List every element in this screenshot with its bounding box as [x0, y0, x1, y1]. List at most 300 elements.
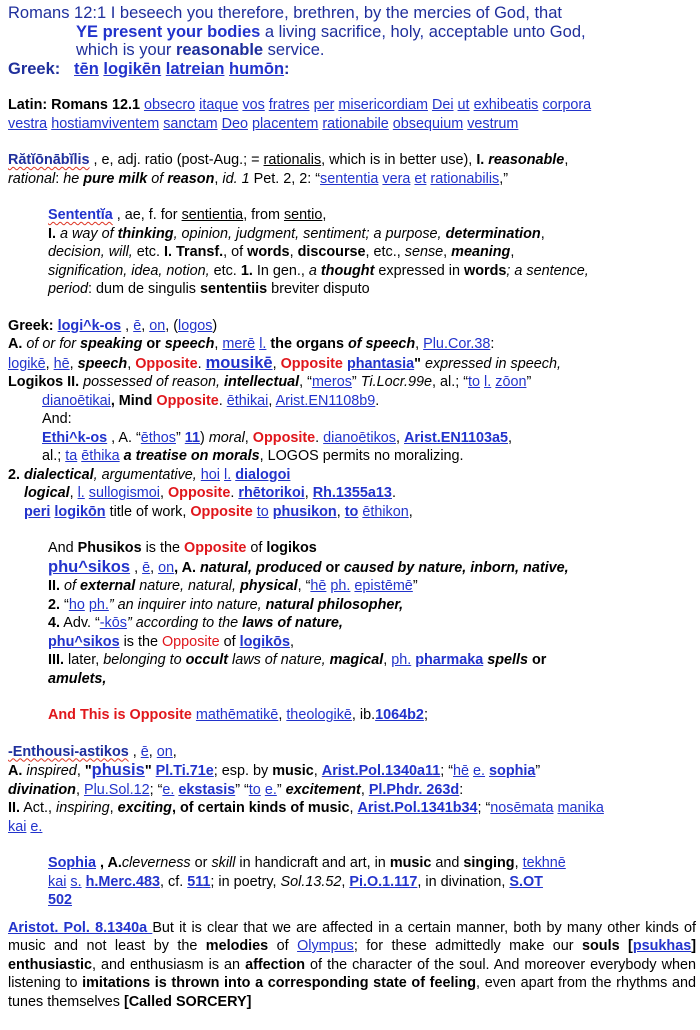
reference-link[interactable]: Arist.Pol.1340a11: [321, 763, 441, 779]
entry-text: , LOGOS permits no moralizing.: [259, 448, 464, 464]
entry-text: sense: [404, 244, 444, 260]
word-link[interactable]: hē: [310, 578, 327, 594]
sententia-entry: [8, 206, 696, 299]
verse-text: a living sacrifice, holy, acceptable unto God,: [260, 22, 586, 41]
opposite-label: Opposite: [167, 485, 231, 501]
word-link[interactable]: e.: [30, 818, 43, 835]
entry-text: ,: [69, 355, 78, 372]
entry-text: or: [190, 855, 212, 871]
entry-text: ; “: [440, 763, 453, 779]
latin-word-link[interactable]: vestrum: [467, 115, 519, 132]
word-link[interactable]: l.: [484, 374, 492, 390]
headword-link[interactable]: Sophia: [48, 855, 96, 871]
reference-link[interactable]: Plu.Sol.12: [83, 781, 150, 798]
word-link[interactable]: ēthos: [140, 429, 176, 446]
word-link[interactable]: l.: [259, 336, 267, 352]
entry-text: signification, idea, notion,: [48, 262, 210, 279]
entry-keyword: speaking: [80, 336, 143, 352]
entry-text: of: [147, 170, 164, 187]
entry-text: moral: [208, 429, 245, 446]
entry-text: ,: [69, 485, 78, 501]
latin-word-link[interactable]: placentem: [251, 115, 319, 132]
sophia-entry: [8, 854, 696, 910]
entry-text: ,: [415, 336, 424, 352]
entry-text: ”: [412, 578, 418, 594]
word-link[interactable]: tekhnē: [522, 855, 566, 871]
word-link[interactable]: ph.: [330, 578, 351, 594]
word-link[interactable]: ph.: [391, 652, 412, 668]
opposite-line: [8, 706, 696, 725]
word-link[interactable]: phusis: [91, 761, 145, 779]
entry-text: ,: [214, 170, 223, 187]
quote-keyword: souls [: [582, 938, 633, 954]
opposite-label: Opposite: [252, 429, 316, 446]
word-link[interactable]: e.: [162, 781, 175, 798]
entry-keyword: thinking: [117, 225, 174, 242]
latin-word-link[interactable]: rationabile: [322, 115, 389, 132]
entry-text: ,: [150, 559, 159, 576]
entry-text: ,: [383, 652, 392, 668]
entry-text: ,: [278, 707, 287, 723]
entry-keyword: laws of nature,: [242, 615, 343, 631]
latin-word-link[interactable]: itaque: [199, 97, 239, 113]
latin-word-link[interactable]: sanctam: [163, 115, 218, 132]
entry-text: ,: [159, 485, 168, 501]
entry-text: ,: [336, 503, 345, 520]
word-link[interactable]: Olympus: [297, 938, 354, 954]
word-link[interactable]: meros: [311, 374, 352, 390]
word-link[interactable]: mousikē: [205, 353, 273, 372]
entry-text: ,: [121, 317, 134, 334]
word-link[interactable]: hē: [453, 763, 470, 779]
word-link[interactable]: ēthikai: [226, 392, 269, 409]
entry-text: ” an inquirer into nature,: [108, 596, 266, 613]
entry-text: .: [230, 485, 239, 501]
logikos-entry: [8, 317, 696, 522]
entry-text: ib.: [359, 707, 376, 723]
reference-link[interactable]: Rh.1355a13: [312, 485, 392, 501]
entry-text: laws of nature,: [228, 652, 330, 668]
entry-text: ,”: [499, 170, 509, 187]
word-link[interactable]: mathēmatikē: [195, 707, 279, 723]
entry-text: ,: [75, 781, 84, 798]
entry-text: ,: [349, 800, 358, 816]
quote-link[interactable]: sententia: [320, 170, 379, 187]
entry-keyword: words: [247, 244, 290, 260]
latin-word-link[interactable]: misericordiam: [338, 97, 428, 113]
entry-text: , in divination,: [417, 873, 510, 890]
quote-link[interactable]: rationabilis: [430, 170, 500, 187]
quote-link[interactable]: vera: [382, 170, 411, 187]
latin-word-link[interactable]: exhibeatis: [473, 97, 539, 113]
entry-text: rational: [8, 170, 56, 187]
entry-text: rationalis: [263, 152, 322, 168]
entry-text: , ae, f. for: [112, 207, 182, 223]
entry-text: or: [321, 559, 344, 576]
entry-text: expressed in speech,: [420, 355, 561, 372]
reference-link[interactable]: 11: [184, 429, 201, 446]
entry-keyword: discourse: [297, 244, 366, 260]
entry-text: ;: [57, 448, 66, 464]
entry-text: ; in poetry,: [210, 873, 281, 890]
entry-text: skill: [211, 855, 236, 871]
entry-text: , “: [297, 578, 311, 594]
verse-block: [8, 4, 696, 78]
greek-word-link[interactable]: logikēn: [103, 59, 162, 78]
reference-link[interactable]: 1064b2: [375, 707, 424, 723]
reference-link[interactable]: Pl.Ti.71e: [155, 763, 214, 779]
entry-text: 1: [237, 170, 254, 187]
entry-text: , al.; “: [432, 374, 469, 390]
entry-text: , (: [165, 317, 179, 334]
word-link[interactable]: nosēmata: [490, 800, 554, 816]
entry-text: or for: [42, 336, 80, 352]
verse-greek-line: [8, 60, 696, 79]
entry-text: ,: [322, 207, 327, 223]
entry-text: 2.: [8, 466, 21, 483]
entry-keyword: thought: [316, 262, 375, 279]
quote-keyword: ] enthusiastic: [8, 938, 697, 973]
entry-text: ,: [395, 429, 404, 446]
word-link[interactable]: ho: [68, 596, 85, 613]
entry-text: , etc.,: [365, 244, 405, 260]
entry-text: ,: [127, 355, 136, 372]
entry-text: and: [431, 855, 464, 871]
entry-text: ,: [244, 429, 253, 446]
word-link[interactable]: ē: [142, 559, 151, 576]
word-link[interactable]: to: [248, 781, 261, 798]
entry-keyword: words: [464, 262, 507, 279]
entry-text: cleverness: [121, 855, 191, 871]
entry-text: ,: [268, 392, 276, 409]
entry-headword: Rătĭōnābĭlis: [8, 152, 90, 168]
word-link[interactable]: theologikē: [286, 707, 352, 723]
entry-text: ; “: [149, 781, 163, 798]
word-link[interactable]: ekstasis: [178, 781, 236, 798]
entry-keyword: singing: [463, 855, 515, 871]
entry-keyword: logikos: [266, 540, 317, 556]
entry-text: sentientia: [181, 207, 244, 223]
entry-text: 2.: [48, 596, 61, 613]
latin-word-link[interactable]: ut: [457, 97, 470, 113]
word-link[interactable]: on: [149, 317, 166, 334]
entry-keyword: sententiis: [200, 281, 268, 297]
latin-label: Latin: Romans 12.1: [8, 97, 140, 113]
entry-keyword: external: [80, 578, 136, 594]
headword-link[interactable]: logi^k-os: [57, 317, 122, 334]
verse-emphasis: YE present your bodies: [76, 22, 261, 41]
word-link[interactable]: l.: [224, 466, 232, 483]
entry-text: of: [219, 633, 240, 650]
entry-text: ,: [128, 743, 141, 760]
word-link[interactable]: ē: [133, 317, 142, 334]
entry-text: ,: [141, 317, 150, 334]
word-link[interactable]: hoi: [200, 466, 221, 483]
reference-link[interactable]: Arist.Pol.1341b34: [357, 800, 478, 816]
entry-text: ,: [130, 559, 143, 576]
word-link[interactable]: on: [158, 559, 175, 576]
entry-text: ": [84, 763, 92, 779]
entry-text: ,: [443, 244, 452, 260]
word-link[interactable]: kai: [48, 873, 67, 890]
rationabilis-entry: [8, 151, 696, 188]
entry-text: Act.,: [20, 800, 56, 816]
reference-link[interactable]: Aristot. Pol. 8.1340a: [8, 919, 153, 936]
word-link[interactable]: phantasia: [346, 355, 415, 372]
word-link[interactable]: to: [468, 374, 481, 390]
word-link[interactable]: on: [156, 743, 173, 760]
word-link[interactable]: epistēmē: [354, 578, 413, 594]
entry-text: ”: [351, 374, 361, 390]
entry-text: of: [246, 540, 267, 556]
latin-word-link[interactable]: Deo: [221, 115, 248, 132]
word-link[interactable]: s.: [70, 873, 82, 890]
opposite-label: Opposite: [190, 503, 253, 520]
entry-text: belonging: [103, 652, 166, 668]
headword-link[interactable]: phu^sikos: [48, 633, 120, 650]
entry-text: I.: [476, 152, 485, 168]
opposite-label: Opposite: [280, 355, 343, 372]
reference-link[interactable]: 502: [48, 892, 73, 908]
entry-text: A.: [8, 336, 23, 352]
entry-text: Pet. 2, 2: “: [253, 170, 320, 187]
latin-word-link[interactable]: obsecro: [143, 97, 196, 113]
latin-word-link[interactable]: vestra: [8, 115, 48, 132]
entry-text: Logikos II.: [8, 374, 80, 390]
entry-text: , opinion, judgment, sentiment; a purpose,: [173, 225, 446, 242]
latin-block: [8, 96, 696, 133]
entry-text: .: [218, 392, 227, 409]
reference-link[interactable]: S.OT: [509, 873, 543, 890]
entry-text: “: [60, 596, 69, 613]
entry-text: , from: [243, 207, 284, 223]
entry-text: breviter disputo: [267, 281, 370, 297]
entry-keyword: a treatise on morals: [119, 448, 260, 464]
word-link[interactable]: ēthika: [81, 448, 120, 464]
quote-text: , and enthusiasm is an: [91, 956, 246, 973]
latin-word-link[interactable]: vos: [242, 97, 265, 113]
entry-text: ,: [172, 743, 177, 760]
greek-label: Greek:: [8, 59, 61, 78]
entry-keyword: speech: [77, 355, 128, 372]
entry-keyword: reason: [163, 170, 215, 187]
entry-text: Greek:: [8, 317, 58, 334]
entry-text: .: [315, 429, 324, 446]
entry-text: ”: [535, 763, 541, 779]
word-link[interactable]: kai: [8, 818, 27, 835]
entry-text: II.: [8, 800, 20, 816]
entry-text: inspired: [22, 763, 77, 779]
opposite-label: Opposite: [156, 392, 219, 409]
entry-text: a: [308, 262, 317, 279]
entry-keyword: magical: [329, 652, 384, 668]
entry-text: id.: [222, 170, 238, 187]
entry-keyword: the organs: [266, 336, 344, 352]
phusikos-entry: [8, 539, 696, 688]
quote-keyword: melodies: [205, 938, 269, 954]
reference-link[interactable]: Arist.EN1108b9: [275, 392, 376, 409]
entry-text: ,: [289, 244, 298, 260]
entry-keyword: pure milk: [79, 170, 148, 187]
verse-text: service.: [263, 41, 325, 59]
word-link[interactable]: logikōn: [54, 503, 106, 520]
entry-text: ,: [360, 781, 369, 798]
entry-text: A.: [8, 763, 23, 779]
entry-keyword: caused by nature, inborn, native,: [343, 559, 569, 576]
word-link[interactable]: manika: [557, 800, 604, 816]
greek-word-link[interactable]: latreian: [165, 59, 225, 78]
word-link[interactable]: ta: [65, 448, 78, 464]
quote-text: , even apart from the rhythms and tunes themselves: [8, 975, 697, 1010]
word-link[interactable]: ē: [140, 743, 149, 760]
word-link[interactable]: logikōs: [239, 633, 290, 650]
entry-text: Adv. “: [60, 615, 100, 631]
word-link[interactable]: rhētorikoi: [238, 485, 305, 501]
entry-keyword: Phusikos: [77, 540, 142, 556]
entry-text: or: [142, 336, 165, 352]
entry-text: ,: [289, 633, 294, 650]
word-link[interactable]: hē: [53, 355, 70, 372]
word-link[interactable]: phusikon: [272, 503, 337, 520]
entry-text: ,: [109, 800, 118, 816]
entry-text: ”: [176, 429, 185, 446]
word-link[interactable]: dianoētikai: [42, 392, 111, 409]
entry-text: ,: [540, 225, 545, 242]
entry-text: of: [22, 336, 43, 352]
entry-text: ”: [526, 374, 532, 390]
entry-text: ": [414, 355, 421, 372]
word-link[interactable]: l.: [77, 485, 85, 501]
word-link[interactable]: to: [256, 503, 269, 520]
punct: :: [284, 59, 290, 78]
entry-keyword: , of certain kinds of music: [171, 800, 350, 816]
latin-word-link[interactable]: corpora: [542, 97, 592, 113]
entry-keyword: excitement: [285, 781, 361, 798]
entry-text: period: [48, 281, 89, 297]
entry-text: , “: [299, 374, 312, 390]
opposite-label: Opposite: [184, 540, 247, 556]
greek-word-link[interactable]: tēn: [74, 59, 99, 78]
entry-text: to: [165, 652, 186, 668]
reference-link[interactable]: h.Merc.483: [85, 873, 161, 890]
entry-keyword: music: [272, 763, 314, 779]
entry-text: , A.: [174, 559, 200, 576]
latin-word-link[interactable]: obsequium: [392, 115, 464, 132]
entry-text: sentio: [283, 207, 323, 223]
entry-keyword: meaning: [451, 244, 511, 260]
aristotle-quote: [8, 919, 696, 1012]
entry-text: ,: [304, 485, 313, 501]
word-link[interactable]: pharmaka: [415, 652, 484, 668]
entry-text: nature, natural,: [135, 578, 240, 594]
entry-text: is the: [119, 633, 162, 650]
quote-link[interactable]: et: [414, 170, 427, 187]
entry-text: And:: [42, 411, 72, 427]
entry-text: , Mind: [110, 392, 157, 409]
word-link[interactable]: sophia: [489, 763, 536, 779]
entry-text: ,: [214, 336, 223, 352]
latin-word-link[interactable]: hostiamviventem: [51, 115, 160, 132]
entry-text: in handicraft and art, in: [235, 855, 390, 871]
entry-text: III.: [48, 652, 64, 668]
entry-text: , e, adj. ratio (post-Aug.; =: [89, 152, 264, 168]
word-link[interactable]: ph.: [88, 596, 109, 613]
word-link[interactable]: dialogoi: [235, 466, 291, 483]
headword-link[interactable]: phu^sikos: [48, 557, 131, 576]
greek-word-link[interactable]: humōn: [229, 59, 285, 78]
reference-link[interactable]: Pi.O.1.117: [349, 873, 418, 890]
verse-text: which is your: [76, 41, 176, 59]
word-link[interactable]: logikē: [8, 355, 46, 372]
entry-keyword: dialectical: [20, 466, 94, 483]
entry-text: a way of: [56, 225, 118, 242]
reference-link[interactable]: Plu.Cor.38: [423, 336, 491, 352]
entry-headword: Sententĭa: [48, 207, 113, 223]
entry-text: ; “: [477, 800, 491, 816]
entry-keyword: intellectual: [223, 374, 300, 390]
word-link[interactable]: merē: [222, 336, 256, 352]
word-link[interactable]: e.: [473, 763, 486, 779]
entry-text: al.: [42, 448, 58, 464]
entry-text: , cf.: [160, 873, 188, 890]
reference-link[interactable]: Arist.EN1103a5: [403, 429, 508, 446]
entry-text: :: [55, 170, 64, 187]
entry-text: : dum de singulis: [88, 281, 200, 297]
entry-text: II.: [48, 578, 60, 594]
entry-keyword: occult: [185, 652, 229, 668]
entry-text: .: [197, 355, 206, 372]
entry-text: inspiring: [56, 800, 110, 816]
latin-word-link[interactable]: fratres: [268, 97, 310, 113]
entry-text: ): [200, 429, 209, 446]
word-link[interactable]: ēthikon: [362, 503, 409, 520]
entry-text: ,: [148, 743, 157, 760]
reference-link[interactable]: 511: [187, 873, 211, 890]
enthousiastikos-entry: [8, 743, 696, 837]
word-link[interactable]: dianoētikos: [323, 429, 396, 446]
reference-link[interactable]: Pl.Phdr. 263d: [368, 781, 460, 798]
word-link[interactable]: e.: [264, 781, 277, 798]
word-link[interactable]: peri: [24, 503, 51, 520]
entry-text: Transf.: [171, 244, 224, 260]
entry-text: I.: [48, 225, 56, 242]
word-link[interactable]: zōon: [495, 374, 527, 390]
word-link[interactable]: sullogismoi: [88, 485, 160, 501]
entry-text: Ti.Locr.99e: [360, 374, 433, 390]
word-link[interactable]: to: [344, 503, 359, 520]
entry-text: he: [63, 170, 80, 187]
word-link[interactable]: -kōs: [99, 615, 127, 631]
entry-text: , A. “: [107, 429, 141, 446]
entry-text: ” according to the: [126, 615, 243, 631]
entry-keyword: spells: [483, 652, 529, 668]
entry-text: later,: [64, 652, 104, 668]
entry-text: etc.: [209, 262, 241, 279]
verse-line-1: Romans 12:1 I beseech you therefore, brethren, by the mercies of God, that: [8, 4, 562, 22]
entry-text: ,: [510, 244, 515, 260]
entry-keyword: speech: [361, 336, 416, 352]
entry-keyword: determination: [445, 225, 541, 242]
entry-text: etc.: [132, 244, 164, 260]
entry-text: is the: [141, 540, 184, 556]
headword-link[interactable]: Ethi^k-os: [42, 429, 108, 446]
latin-word-link[interactable]: per: [313, 97, 335, 113]
word-link[interactable]: logos: [178, 317, 213, 334]
word-link[interactable]: psukhas: [632, 938, 692, 954]
entry-keyword: speech: [164, 336, 215, 352]
latin-word-link[interactable]: Dei: [431, 97, 454, 113]
entry-text: ,: [351, 707, 360, 723]
